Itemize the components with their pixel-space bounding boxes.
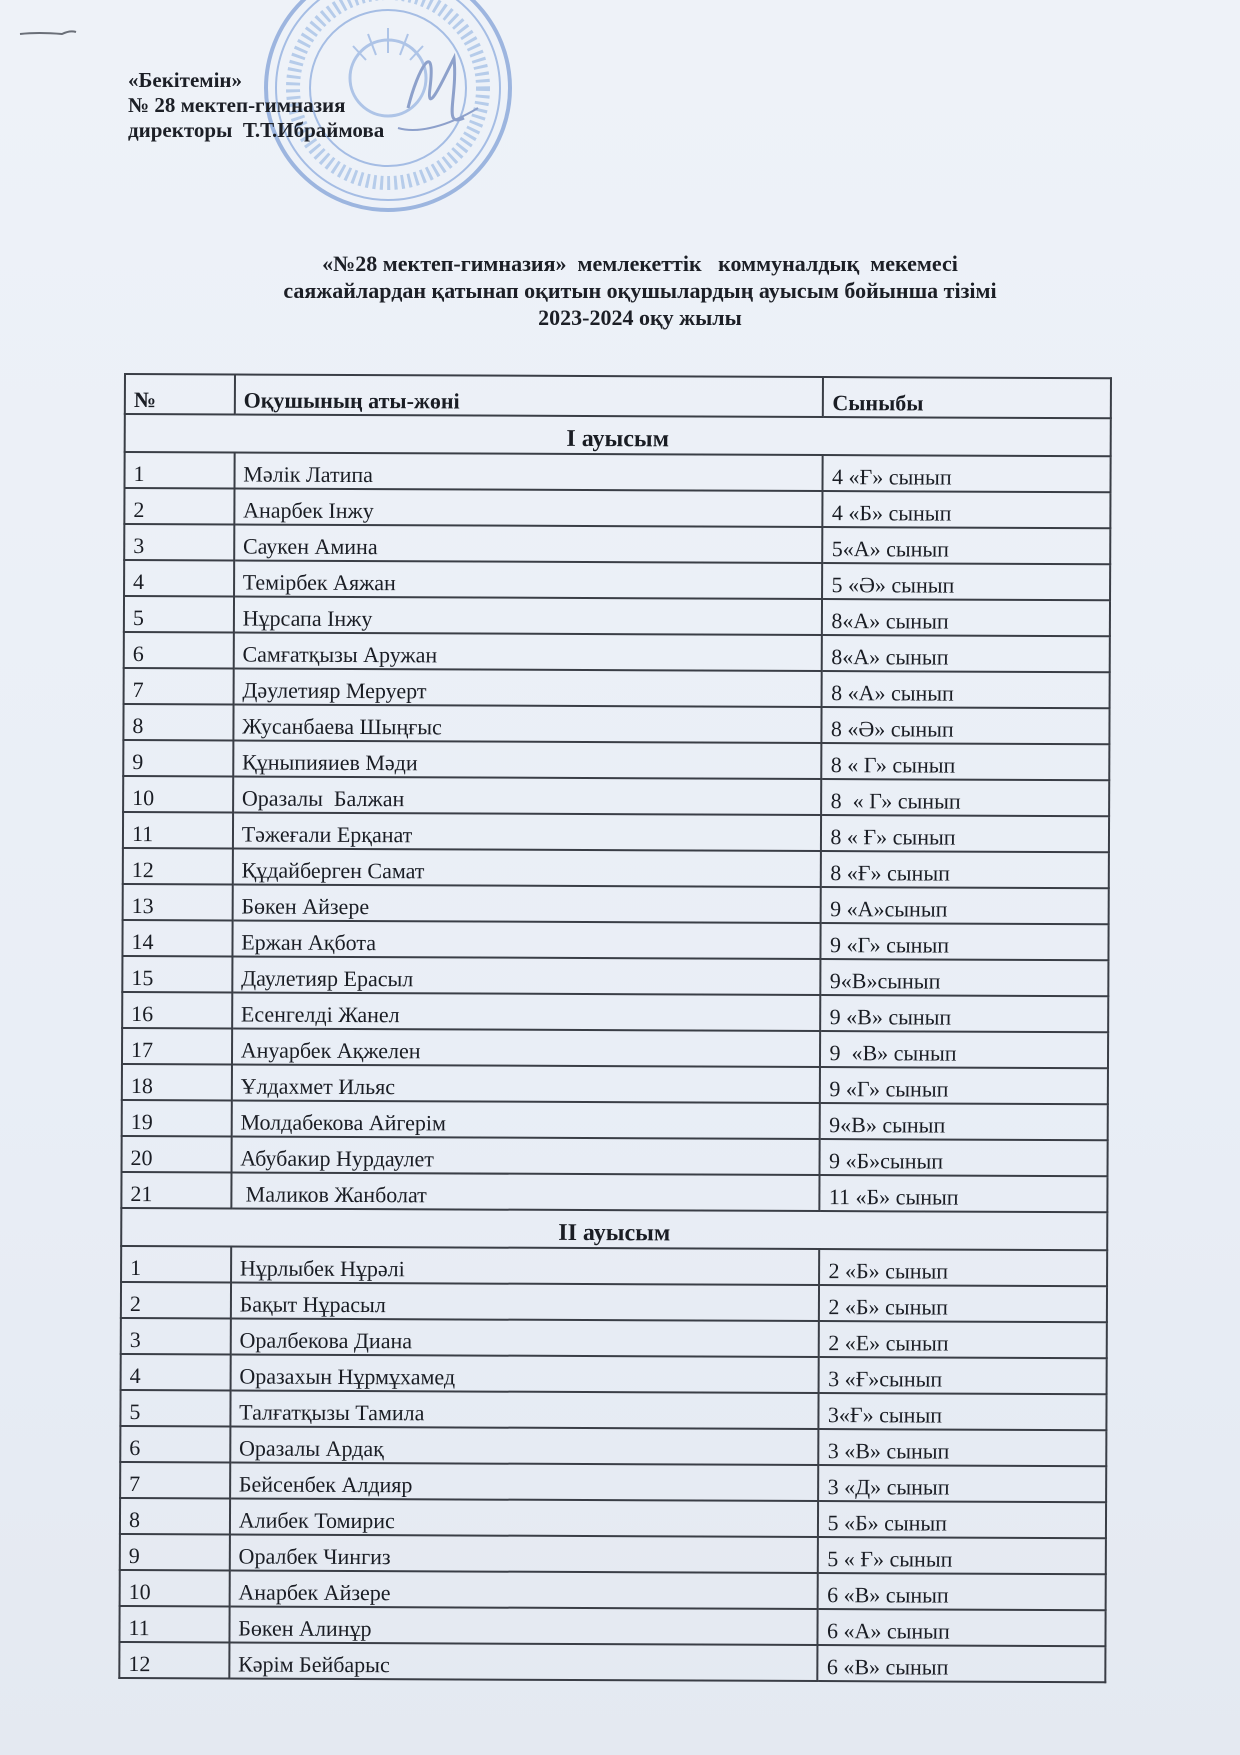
title-line-1: «№28 мектеп-гимназия» мемлекеттік коммуналдық мекемесі	[322, 251, 958, 276]
student-class: 9 «В» сынып	[820, 1031, 1108, 1068]
row-number: 4	[121, 1354, 231, 1390]
student-name: Молдабекова Айгерім	[231, 1100, 820, 1139]
table-row	[123, 704, 1109, 744]
row-number: 20	[122, 1136, 232, 1172]
row-number: 1	[121, 1246, 231, 1282]
student-name: Даулетияр Ерасыл	[232, 956, 821, 995]
student-class: 9 «А»сынып	[821, 887, 1109, 924]
table-row	[120, 1570, 1106, 1610]
row-number: 16	[122, 992, 232, 1028]
table-row	[121, 1172, 1107, 1212]
student-class: 9 «Г» сынып	[820, 1067, 1108, 1104]
table-header-row	[125, 374, 1111, 418]
row-number: 18	[122, 1064, 232, 1100]
student-name: Мәлік Латипа	[234, 452, 823, 491]
student-class: 3 «Д» сынып	[819, 1465, 1107, 1502]
row-number: 9	[120, 1534, 230, 1570]
table-row	[121, 1318, 1107, 1358]
student-name: Анарбек Інжу	[234, 488, 823, 527]
header-class: Сыныбы	[823, 377, 1111, 418]
student-name: Оразалы Балжан	[233, 776, 822, 815]
student-class: 3 «В» сынып	[819, 1429, 1107, 1466]
student-class: 5 «Ә» сынып	[823, 563, 1111, 600]
student-class: 5 «Б» сынып	[818, 1501, 1106, 1538]
row-number: 4	[124, 560, 234, 596]
student-name: Ұлдахмет Ильяс	[232, 1064, 821, 1103]
approval-line-3: директоры Т.Т.Ибраймова	[128, 118, 385, 142]
row-number: 6	[120, 1426, 230, 1462]
student-name: Нұрсапа Інжу	[234, 596, 823, 635]
approval-line-1: «Бекітемін»	[128, 68, 243, 92]
student-class: 2 «Б» сынып	[820, 1249, 1108, 1286]
student-name: Оралбек Чингиз	[230, 1534, 819, 1573]
student-name: Анарбек Айзере	[229, 1570, 818, 1609]
table-body	[119, 414, 1111, 1682]
student-class: 9 «Г» сынып	[821, 923, 1109, 960]
student-class: 5«А» сынып	[823, 527, 1111, 564]
student-class: 9«В» сынып	[820, 1103, 1108, 1140]
row-number: 5	[124, 596, 234, 632]
row-number: 13	[123, 884, 233, 920]
header-number: №	[125, 374, 235, 414]
student-name: Маликов Жанболат	[231, 1172, 820, 1211]
table-row	[123, 848, 1109, 888]
row-number: 2	[121, 1282, 231, 1318]
row-number: 8	[123, 704, 233, 740]
table-row	[123, 884, 1109, 924]
row-number: 6	[124, 632, 234, 668]
table-row	[124, 524, 1110, 564]
student-name: Бейсенбек Алдияр	[230, 1462, 819, 1501]
section-header-row	[121, 1208, 1107, 1250]
row-number: 17	[122, 1028, 232, 1064]
row-number: 10	[120, 1570, 230, 1606]
row-number: 7	[124, 668, 234, 704]
table-row	[122, 1100, 1108, 1140]
row-number: 2	[124, 488, 234, 524]
row-number: 9	[123, 740, 233, 776]
title-line-2: саяжайлардан қатынап оқитын оқушылардың ауысым бойынша тізімі	[283, 278, 997, 303]
student-name: Темірбек Аяжан	[234, 560, 823, 599]
student-class: 9«В»сынып	[821, 959, 1109, 996]
row-number: 1	[124, 452, 234, 488]
student-class: 8 « Г» сынып	[822, 779, 1110, 816]
student-name: Дәулетияр Меруерт	[233, 668, 822, 707]
row-number: 3	[121, 1318, 231, 1354]
student-class: 8 «А» сынып	[822, 671, 1110, 708]
table-row	[122, 992, 1108, 1032]
table-row	[121, 1354, 1107, 1394]
table-row	[120, 1498, 1106, 1538]
student-class: 2 «Е» сынып	[819, 1321, 1107, 1358]
student-name: Алибек Томирис	[230, 1498, 819, 1537]
table-row	[124, 560, 1110, 600]
table-row	[122, 1064, 1108, 1104]
table-row	[119, 1642, 1105, 1682]
table-row	[122, 1136, 1108, 1176]
table-row	[121, 1282, 1107, 1322]
row-number: 12	[123, 848, 233, 884]
row-number: 19	[122, 1100, 232, 1136]
row-number: 11	[119, 1606, 229, 1642]
table-row	[123, 812, 1109, 852]
row-number: 5	[120, 1390, 230, 1426]
section-header-row	[125, 414, 1111, 456]
student-name: Талғатқызы Тамила	[230, 1390, 819, 1429]
section-title: II ауысым	[121, 1208, 1107, 1250]
student-class: 3«Ғ» сынып	[819, 1393, 1107, 1430]
student-class: 5 « Ғ» сынып	[818, 1537, 1106, 1574]
student-class: 8 «Ғ» сынып	[821, 851, 1109, 888]
student-class: 8«А» сынып	[822, 599, 1110, 636]
section-title: I ауысым	[125, 414, 1111, 456]
table-row	[122, 956, 1108, 996]
student-roster-table	[118, 373, 1112, 1683]
table-row	[124, 596, 1110, 636]
student-class: 8 « Ғ» сынып	[821, 815, 1109, 852]
student-name: Жусанбаева Шыңғыс	[233, 704, 822, 743]
table-row	[124, 632, 1110, 672]
row-number: 12	[119, 1642, 229, 1678]
student-class: 4 «Ғ» сынып	[823, 455, 1111, 492]
student-name: Құныпияиев Мәди	[233, 740, 822, 779]
student-name: Бөкен Алинұр	[229, 1606, 818, 1645]
title-line-3: 2023-2024 оқу жылы	[538, 305, 742, 330]
pen-mark-icon	[18, 28, 78, 38]
document-title	[140, 250, 1140, 331]
table-row	[120, 1462, 1106, 1502]
student-name: Самғатқызы Аружан	[233, 632, 822, 671]
table-row	[124, 488, 1110, 528]
row-number: 11	[123, 812, 233, 848]
header-name: Оқушының аты-жөні	[235, 374, 824, 417]
table-row	[123, 776, 1109, 816]
student-name: Ержан Ақбота	[232, 920, 821, 959]
table-row	[119, 1606, 1105, 1646]
approval-line-2: № 28 мектеп-гимназия	[128, 93, 346, 117]
row-number: 3	[124, 524, 234, 560]
row-number: 21	[121, 1172, 231, 1208]
student-name: Ануарбек Ақжелен	[232, 1028, 821, 1067]
student-name: Нұрлыбек Нұрәлі	[231, 1246, 820, 1285]
table-row	[120, 1390, 1106, 1430]
student-name: Бөкен Айзере	[232, 884, 821, 923]
table-row	[123, 740, 1109, 780]
student-class: 11 «Б» сынып	[820, 1175, 1108, 1212]
row-number: 8	[120, 1498, 230, 1534]
student-name: Оразалы Ардақ	[230, 1426, 819, 1465]
row-number: 10	[123, 776, 233, 812]
student-class: 4 «Б» сынып	[823, 491, 1111, 528]
student-class: 2 «Б» сынып	[819, 1285, 1107, 1322]
student-name: Саукен Амина	[234, 524, 823, 563]
row-number: 7	[120, 1462, 230, 1498]
approval-block	[128, 68, 384, 143]
student-class: 9 «Б»сынып	[820, 1139, 1108, 1176]
student-name: Кәрім Бейбарыс	[229, 1642, 818, 1681]
student-class: 8 « Г» сынып	[822, 743, 1110, 780]
table-row	[124, 452, 1110, 492]
student-name: Оралбекова Диана	[230, 1318, 819, 1357]
student-class: 3 «Ғ»сынып	[819, 1357, 1107, 1394]
student-class: 6 «В» сынып	[818, 1573, 1106, 1610]
table-row	[122, 920, 1108, 960]
row-number: 15	[122, 956, 232, 992]
student-name: Оразахын Нұрмұхамед	[230, 1354, 819, 1393]
table-row	[120, 1534, 1106, 1574]
student-name: Құдайберген Самат	[233, 848, 822, 887]
student-class: 9 «В» сынып	[821, 995, 1109, 1032]
table-row	[124, 668, 1110, 708]
student-class: 6 «А» сынып	[818, 1609, 1106, 1646]
student-class: 8«А» сынып	[822, 635, 1110, 672]
student-name: Тәжеғали Ерқанат	[233, 812, 822, 851]
table-row	[120, 1426, 1106, 1466]
student-name: Есенгелді Жанел	[232, 992, 821, 1031]
student-name: Бақыт Нұрасыл	[231, 1282, 820, 1321]
student-class: 8 «Ә» сынып	[822, 707, 1110, 744]
row-number: 14	[122, 920, 232, 956]
student-name: Абубакир Нурдаулет	[231, 1136, 820, 1175]
table-row	[121, 1246, 1107, 1286]
table-row	[122, 1028, 1108, 1068]
student-class: 6 «В» сынып	[818, 1645, 1106, 1682]
